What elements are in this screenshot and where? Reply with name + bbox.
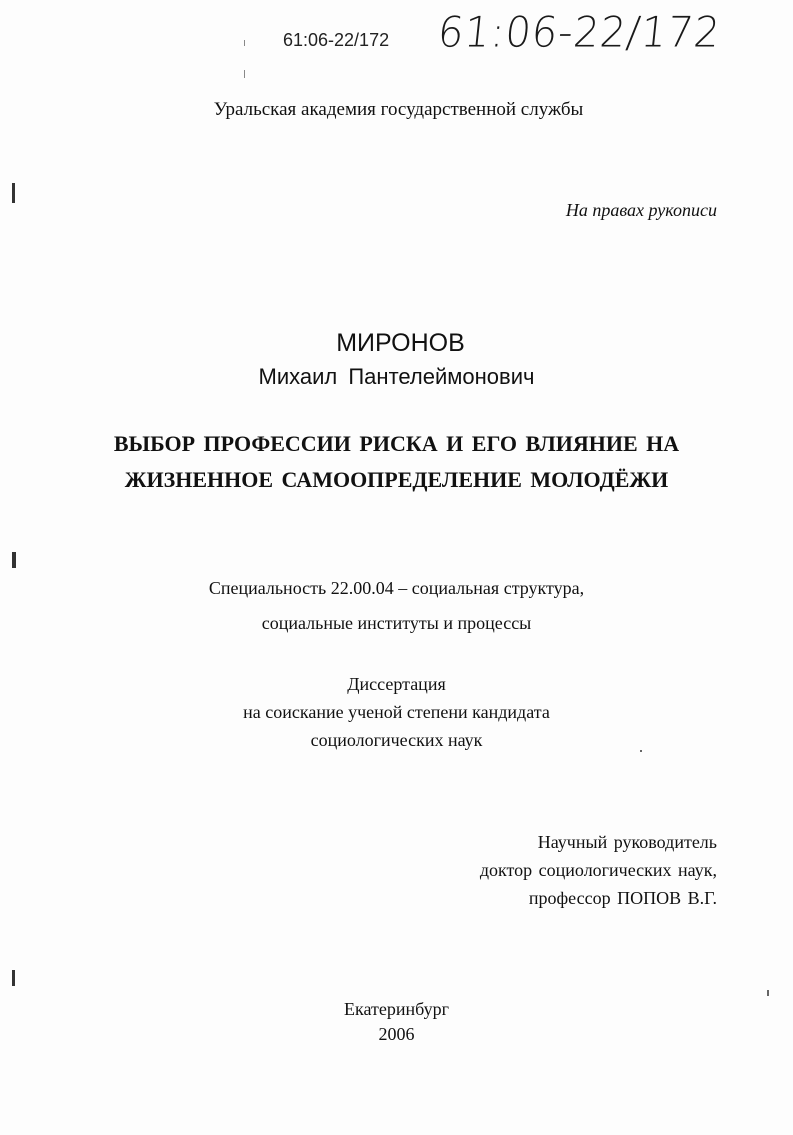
scan-mark bbox=[640, 750, 642, 752]
scan-mark bbox=[12, 970, 15, 986]
city: Екатеринбург bbox=[344, 999, 449, 1019]
scan-mark bbox=[244, 40, 245, 46]
institution-name: Уральская академия государственной службы bbox=[213, 99, 584, 120]
specialty-line: Специальность 22.00.04 – социальная структура, bbox=[208, 578, 585, 598]
advisor-line: Научный руководитель bbox=[537, 832, 717, 852]
scan-mark bbox=[12, 183, 15, 203]
advisor-line: профессор ПОПОВ В.Г. bbox=[528, 888, 717, 908]
handwritten-catalog-number: 61:06-22/172 bbox=[435, 8, 723, 58]
specialty bbox=[0, 571, 793, 641]
scan-mark bbox=[12, 552, 16, 568]
specialty-line: социальные институты и процессы bbox=[261, 613, 532, 633]
thesis-title-line: ВЫБОР ПРОФЕССИИ РИСКА И ЕГО ВЛИЯНИЕ НА bbox=[113, 431, 680, 456]
thesis-title-line: ЖИЗНЕННОЕ САМООПРЕДЕЛЕНИЕ МОЛОДЁЖИ bbox=[124, 467, 669, 492]
advisor-line: доктор социологических наук, bbox=[479, 860, 717, 880]
author-surname: МИРОНОВ bbox=[336, 329, 465, 357]
thesis-title bbox=[0, 426, 793, 498]
catalog-number: 61:06-22/172 bbox=[283, 30, 390, 50]
author-name: Михаил Пантелеймонович bbox=[258, 364, 535, 389]
year: 2006 bbox=[378, 1024, 415, 1044]
place-and-year bbox=[0, 997, 793, 1047]
scan-mark bbox=[244, 70, 245, 78]
degree-statement bbox=[0, 670, 793, 754]
degree-line: Диссертация bbox=[347, 674, 446, 694]
scientific-advisor bbox=[480, 828, 717, 912]
scan-mark bbox=[767, 990, 769, 996]
manuscript-note: На правах рукописи bbox=[565, 200, 717, 220]
degree-line: на соискание ученой степени кандидата bbox=[243, 702, 550, 722]
degree-line: социологических наук bbox=[310, 730, 483, 750]
